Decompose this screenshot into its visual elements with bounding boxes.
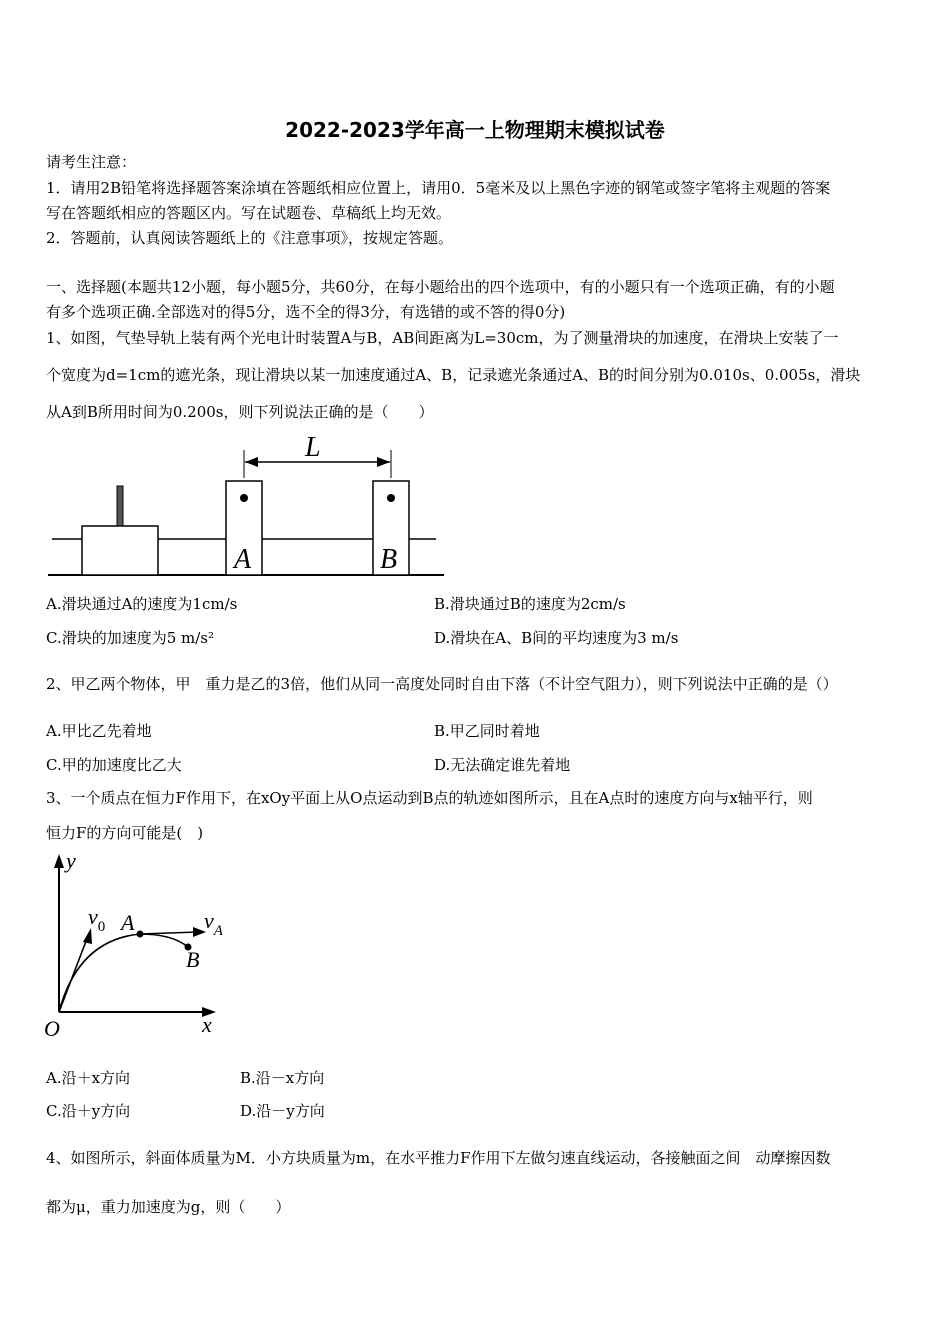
q3-option-d[interactable]: D.沿－y方向 <box>240 1102 325 1120</box>
x-axis-label: x <box>202 1012 212 1037</box>
trajectory-curve <box>59 934 188 1012</box>
va-vector <box>140 932 198 934</box>
q3-option-c[interactable]: C.沿＋y方向 <box>46 1102 131 1120</box>
q1-stem-line-1: 1、如图，气垫导轨上装有两个光电计时装置A与B，AB间距离为L=30cm，为了测量滑块的加速度，在滑块上安装了一 <box>46 329 839 347</box>
v0-vector <box>59 936 88 1012</box>
y-axis-label: y <box>66 848 76 873</box>
distance-arrowhead-left <box>245 457 258 467</box>
v0-label: $v_0$ <box>88 904 106 935</box>
notice-item-1-line-1: 1．请用2B铅笔将选择题答案涂填在答题纸相应位置上，请用0．5毫米及以上黑色字迹的钢笔或签字笔将主观题的答案 <box>46 179 831 197</box>
q3-stem-line-1: 3、一个质点在恒力F作用下，在xOy平面上从O点运动到B点的轨迹如图所示，且在A点时的速度方向与x轴平行，则 <box>46 789 813 807</box>
q2-stem-line-1: 2、甲乙两个物体，甲 重力是乙的3倍，他们从同一高度处同时自由下落（不计空气阻力），则下列说法中正确的是（） <box>46 675 838 693</box>
q1-option-a[interactable]: A.滑块通过A的速度为1cm/s <box>46 595 238 613</box>
q3-trajectory-figure <box>38 848 228 1040</box>
q4-stem-line-1: 4、如图所示，斜面体质量为M．小方块质量为m，在水平推力F作用下左做匀速直线运动，各接触面之间 动摩擦因数 <box>46 1149 831 1167</box>
photogate-b-sensor <box>387 494 395 502</box>
point-b-label: B <box>186 947 200 972</box>
q4-stem-line-2: 都为μ，重力加速度为g，则（ ） <box>46 1198 291 1216</box>
page-title: 2022-2023学年高一上物理期末模拟试卷 <box>285 118 665 142</box>
shading-strip <box>117 486 123 526</box>
section-instructions-line-1: 一、选择题(本题共12小题，每小题5分，共60分，在每小题给出的四个选项中，有的小题只有一个选项正确，有的小题 <box>46 278 835 296</box>
q1-option-b[interactable]: B.滑块通过B的速度为2cm/s <box>434 595 626 613</box>
distance-label: L <box>305 432 321 463</box>
q2-option-a[interactable]: A.甲比乙先着地 <box>46 722 152 740</box>
photogate-a-sensor <box>240 494 248 502</box>
q1-air-track-figure <box>46 428 448 580</box>
notice-heading: 请考生注意： <box>46 153 137 171</box>
y-axis-arrowhead <box>54 854 64 868</box>
slider-block <box>82 526 158 575</box>
va-label: $v_A$ <box>204 908 223 939</box>
q2-option-b[interactable]: B.甲乙同时着地 <box>434 722 540 740</box>
q2-option-d[interactable]: D.无法确定谁先着地 <box>434 756 571 774</box>
q3-stem-line-2: 恒力F的方向可能是( ) <box>46 824 204 842</box>
photogate-a-label: A <box>234 544 252 575</box>
q3-option-b[interactable]: B.沿－x方向 <box>240 1069 325 1087</box>
v0-arrowhead <box>83 928 92 944</box>
q1-option-d[interactable]: D.滑块在A、B间的平均速度为3 m/s <box>434 629 679 647</box>
q3-option-a[interactable]: A.沿＋x方向 <box>46 1069 131 1087</box>
section-instructions-line-2: 有多个选项正确.全部选对的得5分，选不全的得3分，有选错的或不答的得0分) <box>46 303 566 321</box>
q2-option-c[interactable]: C.甲的加速度比乙大 <box>46 756 182 774</box>
notice-item-1-line-2: 写在答题纸相应的答题区内。写在试题卷、草稿纸上均无效。 <box>46 204 452 222</box>
q1-option-c[interactable]: C.滑块的加速度为5 m/s² <box>46 629 215 647</box>
notice-item-2: 2．答题前，认真阅读答题纸上的《注意事项》，按规定答题。 <box>46 229 454 247</box>
distance-arrowhead-right <box>377 457 390 467</box>
point-a-label: A <box>121 910 135 935</box>
photogate-b-label: B <box>380 544 398 575</box>
q1-stem-line-3: 从A到B所用时间为0.200s，则下列说法正确的是（ ） <box>46 403 434 421</box>
q1-stem-line-2: 个宽度为d=1cm的遮光条，现让滑块以某一加速度通过A、B，记录遮光条通过A、B的时间分别为0.010s、0.005s，滑块 <box>46 366 861 384</box>
origin-label: O <box>44 1016 60 1040</box>
